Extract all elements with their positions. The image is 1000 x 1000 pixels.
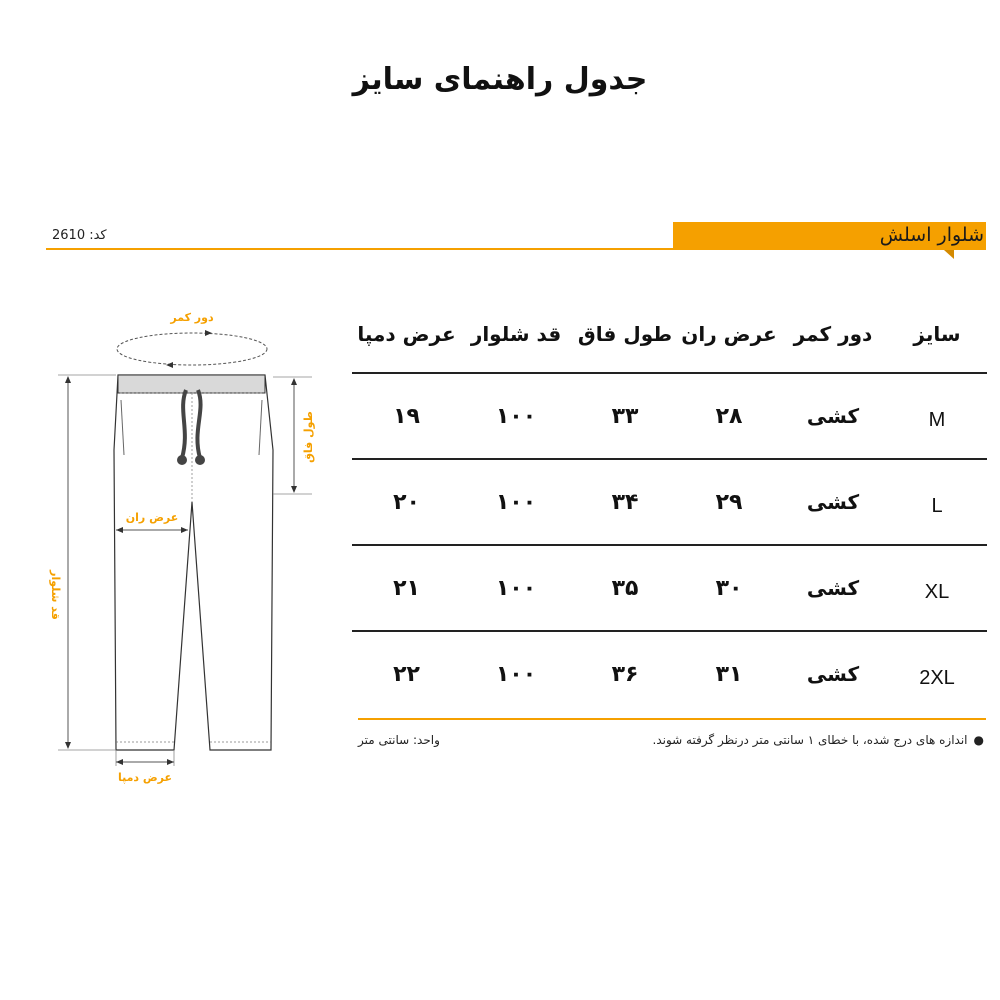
- product-code: کد: 2610: [52, 228, 107, 243]
- tolerance-note: [653, 733, 985, 747]
- cell-waist: کشی: [806, 662, 860, 686]
- hem-arrow-icon: [167, 759, 174, 765]
- header-rise: طول فاق: [571, 296, 679, 373]
- header-size: سایز: [887, 296, 987, 373]
- cell-length: ۱۰۰: [461, 459, 571, 545]
- cell-size: M: [887, 373, 987, 459]
- tolerance-note-text: اندازه های درج شده، با خطای ۱ سانتی متر درنظر گرفته شوند.: [652, 733, 968, 747]
- size-table: [352, 296, 987, 716]
- length-label: قد شلوار: [49, 570, 62, 620]
- cell-thigh: ۲۸: [679, 373, 779, 459]
- cell-size: 2XL: [919, 666, 955, 689]
- cell-rise: ۳۵: [571, 545, 679, 631]
- cell-thigh: ۳۱: [715, 661, 743, 687]
- cell-length: ۱۰۰: [461, 545, 571, 631]
- bullet-icon: ●: [973, 733, 984, 747]
- drawstring-left: [182, 390, 186, 458]
- cell-hem: ۲۲: [393, 661, 420, 687]
- product-name: شلوار اسلش: [879, 224, 984, 246]
- table-row: [352, 545, 987, 631]
- cell-hem: ۲۰: [352, 459, 461, 545]
- cell-waist: کشی: [779, 459, 887, 545]
- waist-arrow-icon: [205, 330, 212, 336]
- waist-label: دور کمر: [170, 311, 214, 324]
- header-divider: [46, 248, 674, 250]
- cell-length: ۱۰۰: [461, 373, 571, 459]
- header-waist: دور کمر: [779, 296, 887, 373]
- header-hem: عرض دمپا: [352, 296, 461, 373]
- cell-rise: ۳۳: [571, 373, 679, 459]
- rise-arrow-icon: [291, 486, 297, 493]
- rise-label: طول فاق: [302, 411, 315, 463]
- cell-hem: ۲۱: [352, 545, 461, 631]
- cell-size: XL: [887, 545, 987, 631]
- header-thigh: عرض ران: [679, 296, 779, 373]
- table-header-row: [352, 296, 987, 373]
- waist-ellipse: [117, 333, 267, 365]
- cell-rise: ۳۴: [571, 459, 679, 545]
- length-arrow-icon: [65, 376, 71, 383]
- thigh-label: عرض ران: [125, 511, 179, 524]
- cell-hem: ۱۹: [352, 373, 461, 459]
- waist-arrow-icon: [166, 362, 173, 368]
- cell-waist: کشی: [779, 373, 887, 459]
- unit-label: واحد: سانتی متر: [358, 733, 440, 747]
- cell-rise: ۳۶: [611, 661, 639, 687]
- table-row: [352, 631, 987, 716]
- drawstring-tip: [195, 455, 205, 465]
- cell-size: L: [887, 459, 987, 545]
- cell-waist: کشی: [779, 545, 887, 631]
- page-title: جدول راهنمای سایز: [352, 62, 648, 97]
- cell-thigh: ۲۹: [679, 459, 779, 545]
- length-arrow-icon: [65, 742, 71, 749]
- table-row: [352, 459, 987, 545]
- hem-arrow-icon: [116, 759, 123, 765]
- cell-length: ۱۰۰: [495, 661, 537, 687]
- pants-outline: [114, 375, 273, 750]
- table-row: [352, 373, 987, 459]
- cell-thigh: ۳۰: [679, 545, 779, 631]
- waistband: [118, 375, 265, 393]
- product-tab-notch: [944, 250, 954, 259]
- header-length: قد شلوار: [461, 296, 571, 373]
- pants-diagram: [0, 290, 340, 810]
- rise-arrow-icon: [291, 378, 297, 385]
- drawstring-tip: [177, 455, 187, 465]
- footer-divider: [358, 718, 986, 720]
- hem-label: عرض دمپا: [117, 771, 173, 784]
